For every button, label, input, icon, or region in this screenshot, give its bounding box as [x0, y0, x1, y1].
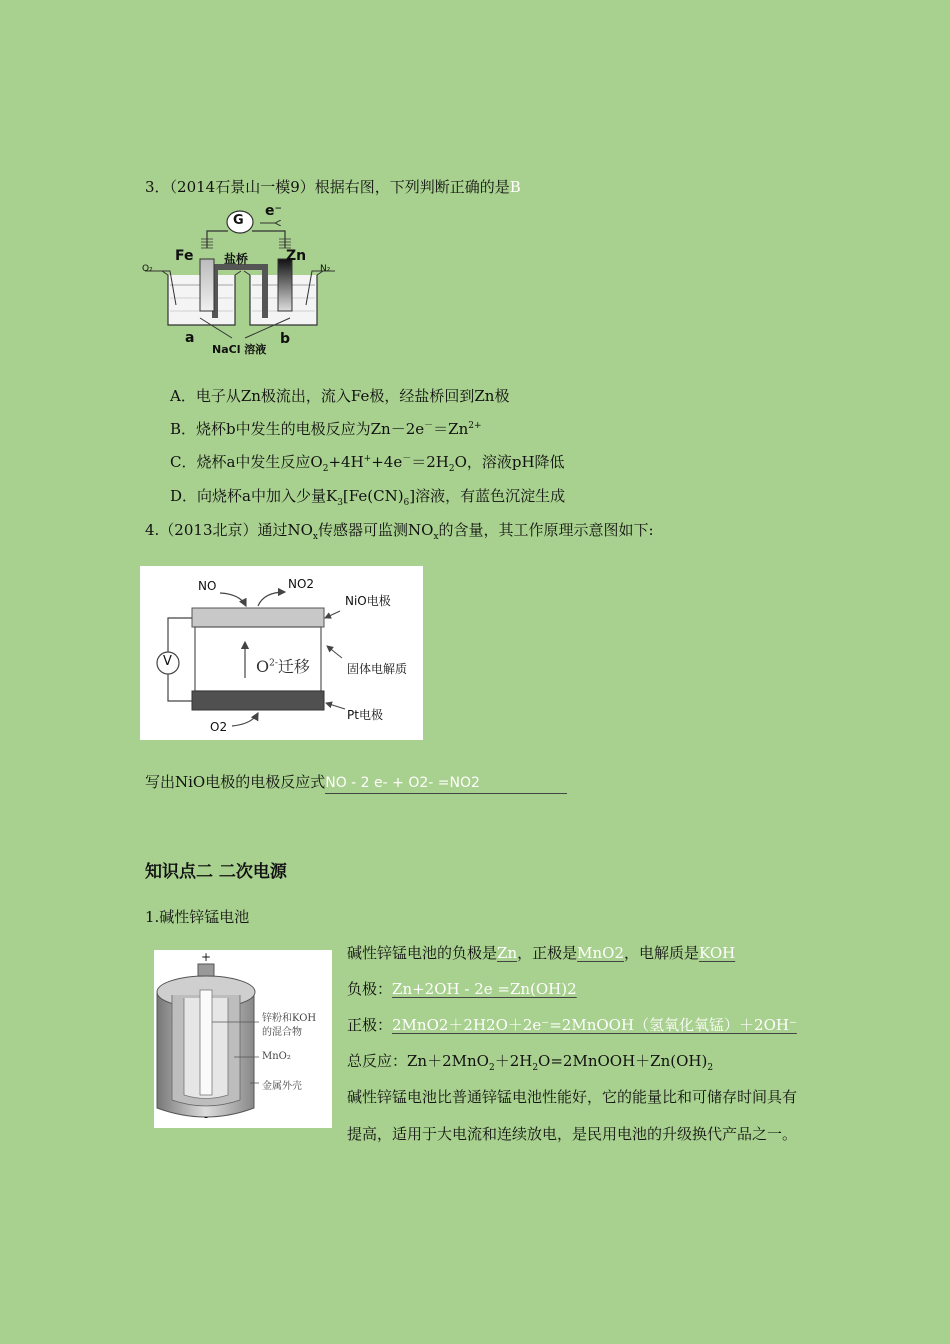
o2-bottom-label: O2 — [210, 720, 228, 734]
q3-option-a: A．电子从Zn极流出，流入Fe极，经盐桥回到Zn极 — [170, 387, 510, 405]
q4-pre: 4.（2013北京）通过NO — [145, 521, 313, 539]
nacl-label: NaCl 溶液 — [212, 343, 267, 356]
q3-option-d — [170, 486, 565, 506]
no2-label: NO2 — [288, 577, 315, 591]
q3-c-mid1: +4H — [328, 453, 364, 471]
q3-d-sub1: 3 — [337, 498, 343, 508]
q4-mid: 传感器可监测NO — [318, 521, 434, 539]
q3-option-b — [170, 419, 482, 439]
battery-line1 — [347, 943, 735, 963]
b4-sub2: 2 — [532, 1063, 539, 1073]
q4-stem — [145, 520, 654, 540]
battery-line6: 提高，适用于大电流和连续放电，是民用电池的升级换代产品之一。 — [347, 1125, 798, 1143]
nio-electrode-label: NiO电极 — [345, 594, 391, 608]
salt-bridge-label: 盐桥 — [224, 252, 249, 266]
battery-line2 — [347, 979, 577, 999]
q3-c-post: O，溶液pH降低 — [454, 453, 565, 471]
q3-d-sub2: 6 — [403, 498, 410, 508]
voltmeter-label: V — [163, 654, 172, 669]
q3-c-mid3: ＝2H — [411, 453, 449, 471]
q3-stem — [145, 177, 521, 197]
q3-d-post: ]溶液，有蓝色沉淀生成 — [409, 487, 566, 505]
b4-sub3: 2 — [707, 1063, 714, 1073]
q4-write-answer: NO - 2 e- + O2- =NO2 — [325, 775, 480, 791]
electron-label: e⁻ — [265, 203, 282, 219]
nox-sensor-diagram — [140, 566, 423, 740]
q3-d-pre: D．向烧杯a中加入少量K — [170, 487, 338, 505]
migration-pre: O — [256, 657, 270, 676]
q3-answer: B — [509, 178, 521, 196]
b1-ans-electrolyte: KOH — [699, 944, 736, 962]
q3-b-pre: B．烧杯b中发生的电极反应为Zn－2e — [170, 420, 425, 438]
q3-prefix: 3．（2014石景山一模9）根据右图，下列判断正确的是 — [145, 178, 510, 196]
battery-line3 — [347, 1015, 797, 1035]
q4-write-line — [145, 772, 567, 794]
pt-electrode-label: Pt电极 — [347, 708, 383, 722]
b4-mid: ＋2H — [494, 1052, 533, 1070]
q3-d-mid: [Fe(CN) — [342, 487, 404, 505]
migration-sup: 2- — [269, 658, 278, 669]
q4-write-prompt: 写出NiO电极的电极反应式 — [145, 773, 326, 791]
beaker-b-label: b — [280, 331, 291, 347]
q3-c-sup2: － — [402, 454, 412, 464]
galvanometer-label: G — [233, 213, 244, 228]
migration-post: 迁移 — [277, 657, 310, 676]
q4-sub2: x — [433, 532, 439, 542]
b1-ans-anode: Zn — [497, 944, 518, 962]
metal-shell-label: 金属外壳 — [262, 1081, 302, 1092]
fe-label: Fe — [175, 248, 194, 264]
galvanic-cell-diagram — [140, 203, 340, 358]
q3-c-pre: C．烧杯a中发生反应O — [170, 453, 323, 471]
zinc-koh-line2: 的混合物 — [262, 1027, 302, 1038]
b2-ans: Zn+2OH - 2e =Zn(OH)2 — [392, 980, 577, 998]
b1-ans-cathode: MnO2 — [577, 944, 624, 962]
b3-ans: 2MnO2＋2H2O＋2e⁻=2MnOOH（氢氧化氧锰）＋2OH⁻ — [392, 1016, 797, 1034]
beaker-a-label: a — [185, 330, 195, 346]
no-label: NO — [198, 579, 217, 593]
zinc-koh-label — [262, 1012, 316, 1040]
b1-a: 碱性锌锰电池的负极是 — [347, 944, 498, 962]
zn-label: Zn — [286, 248, 307, 264]
q4-sub1: x — [312, 532, 318, 542]
b2-label: 负极： — [347, 980, 393, 998]
b4-post: O=2MnOOH＋Zn(OH) — [538, 1052, 708, 1070]
q3-c-sub2: 2 — [448, 464, 455, 474]
q3-c-mid2: +4e — [371, 453, 403, 471]
o2-label: O₂ — [142, 264, 153, 274]
battery-plus: + — [201, 950, 212, 964]
b4-pre: 总反应：Zn＋2MnO — [347, 1052, 489, 1070]
b4-sub1: 2 — [488, 1063, 495, 1073]
q4-answer-blank[interactable] — [325, 772, 567, 794]
q3-b-mid: ＝Zn — [433, 420, 469, 438]
q3-b-sup1: － — [424, 421, 434, 431]
q4-post: 的含量，其工作原理示意图如下: — [438, 521, 654, 539]
mno2-label: MnO₂ — [262, 1051, 291, 1062]
q3-b-sup2: 2+ — [468, 421, 482, 431]
n2-label: N₂ — [320, 264, 331, 274]
b1-c: ，电解质是 — [624, 944, 700, 962]
electrolyte-label: 固体电解质 — [347, 662, 408, 676]
battery-line5: 碱性锌锰电池比普通锌锰电池性能好，它的能量比和可储存时间具有 — [347, 1088, 798, 1106]
battery-line4 — [347, 1051, 713, 1071]
b3-label: 正极： — [347, 1016, 393, 1034]
section-title: 知识点二 二次电源 — [145, 862, 287, 882]
o2-migration-label — [256, 654, 310, 677]
battery-diagram — [154, 950, 332, 1128]
q3-option-c — [170, 452, 565, 472]
q3-c-sub1: 2 — [322, 464, 329, 474]
battery-minus: - — [204, 1110, 209, 1124]
zinc-koh-line1: 锌粉和KOH — [262, 1013, 317, 1024]
section-item: 1.碱性锌锰电池 — [145, 908, 250, 926]
q3-c-sup1: + — [363, 454, 372, 464]
b1-b: ，正极是 — [517, 944, 578, 962]
